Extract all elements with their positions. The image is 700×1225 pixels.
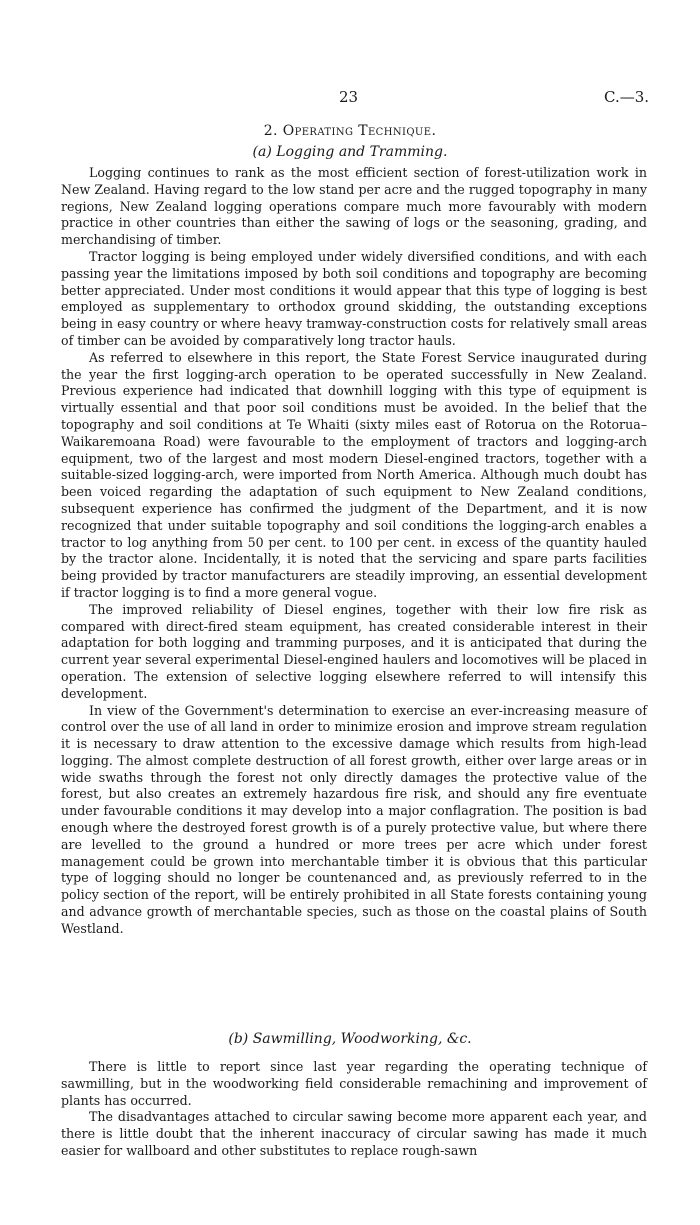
paragraph: Logging continues to rank as the most efficient section of forest-utilization work in New Zealand. Having regard to the low stand per acre and the rugged topography in many regions, New Zealand logging operations compare much more favourably with modern practice in other countries than either the sawing of logs or the seasoning, grading, and merchandising of timber. (61, 165, 647, 248)
sawmilling-body (61, 1059, 647, 1160)
paragraph: There is little to report since last year regarding the operating technique of sawmilling, but in the woodworking field considerable remachining and improvement of plants has occurred. (61, 1059, 647, 1108)
paragraph: As referred to elsewhere in this report, the State Forest Service inaugurated during the year the first logging-arch operation to be operated successfully in New Zealand. Previous experience had indicated that downhill logging with this type of equipment is virtually essential and that poor soil conditions must be avoided. In the belief that the topography and soil conditions at Te Whaiti (sixty miles east of Rotorua on the Rotorua–Waikaremoana Road) were favourable to the employment of tractors and logging-arch equipment, two of the largest and most modern Diesel-engined tractors, together with a suitable-sized logging-arch, were imported from North America. Although much doubt has been voiced regarding the adaptation of such equipment to New Zealand conditions, subsequent experience has confirmed the judgment of the Department, and it is now recognized that under suitable topography and soil conditions the logging-arch enables a tractor to log anything from 50 per cent. to 100 per cent. in excess of the quantity hauled by the tractor alone. Incidentally, it is noted that the servicing and spare parts facilities being provided by tractor manufacturers are steadily improving, an essential development if tractor logging is to find a more general vogue. (61, 349, 647, 600)
paragraph: The disadvantages attached to circular sawing become more apparent each year, and there is little doubt that the inherent inaccuracy of circular sawing has made it much easier for wallboard and other substitutes to replace rough-sawn (61, 1109, 647, 1158)
paragraph: Tractor logging is being employed under widely diversified conditions, and with each passing year the limitations imposed by both soil conditions and topography are becoming better appreciated. Under most conditions it would appear that this type of logging is best employed as supplementary to orthodox ground skidding, the outstanding exceptions being in easy country or where heavy tramway-construction costs for relatively small areas of timber can be avoided by comparatively long tractor hauls. (61, 248, 647, 348)
page-number: 23 (339, 88, 359, 106)
subheading-logging-tramming: (a) Logging and Tramming. (252, 144, 448, 160)
logging-tramming-body (61, 165, 647, 938)
paragraph: The improved reliability of Diesel engines, together with their low fire risk as compared with direct-fired steam equipment, has created considerable interest in their adaptation for both logging and tramming purposes, and it is anticipated that during the current year several experimental Diesel-engined haulers and locomotives will be placed in operation. The extension of selective logging elsewhere referred to will intensify this development. (61, 601, 647, 701)
document-reference: C.—3. (604, 88, 650, 106)
paragraph: In view of the Government's determination to exercise an ever-increasing measure of control over the use of all land in order to minimize erosion and improve stream regulation it is necessary to draw attention to the excessive damage which results from high-lead logging. The almost complete destruction of all forest growth, either over large areas or in wide swaths through the forest not only directly damages the protective value of the forest, but also creates an extremely hazardous fire risk, and should any fire eventuate under favourable conditions it may develop into a major conflagration. The position is bad enough where the destroyed forest growth is of a purely protective value, but where there are levelled to the ground a hundred or more trees per acre which under forest management could be grown into merchantable timber it is obvious that this particular type of logging should no longer be countenanced and, as previously referred to in the policy section of the report, will be entirely prohibited in all State forests containing young and advance growth of merchantable species, such as those on the coastal plains of South Westland. (61, 702, 647, 936)
subheading-sawmilling-woodworking: (b) Sawmilling, Woodworking, &c. (228, 1031, 472, 1047)
section-heading: 2. Operating Technique. (263, 123, 437, 139)
